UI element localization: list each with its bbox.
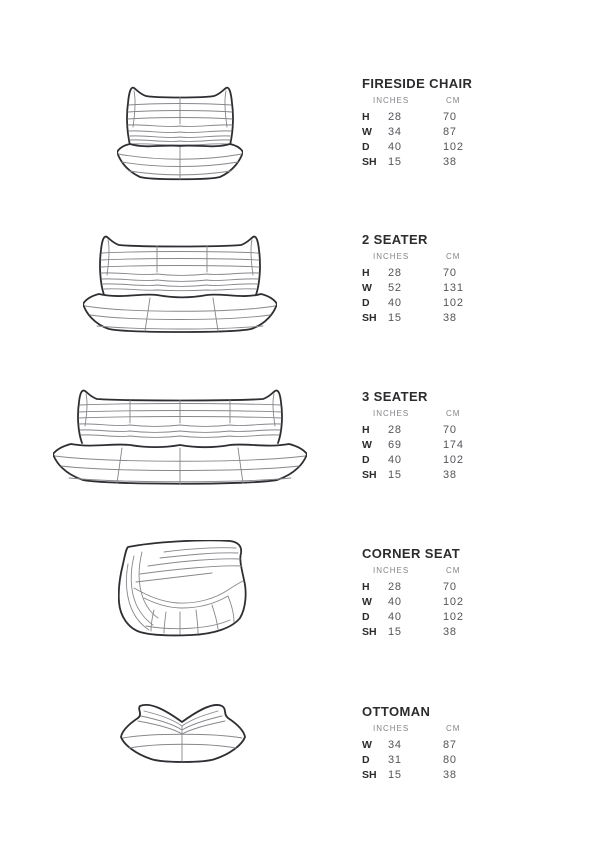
dim-inches: 15 [388,312,402,324]
dim-cm: 102 [443,596,464,608]
column-header-cm: CM [446,96,461,105]
dim-cm: 38 [443,626,457,638]
dim-inches: 40 [388,297,402,309]
spec-row [362,580,542,595]
dim-cm: 131 [443,282,464,294]
spec-row [362,610,542,625]
spec-table-3-seater [362,390,542,515]
dim-label: W [362,439,372,451]
dim-label: D [362,141,370,153]
dim-inches: 40 [388,454,402,466]
spec-row [362,125,542,140]
spec-table-fireside-chair [362,77,542,202]
dim-cm: 70 [443,581,457,593]
column-header-inches: INCHES [373,566,410,575]
dim-inches: 34 [388,739,402,751]
corner-seat-illustration [118,540,250,638]
spec-row [362,423,542,438]
dim-inches: 40 [388,141,402,153]
section-title: OTTOMAN [362,704,431,719]
dim-label: SH [362,156,377,168]
spec-row [362,625,542,640]
column-header-inches: INCHES [373,96,410,105]
dim-label: W [362,739,372,751]
dim-label: SH [362,469,377,481]
dim-inches: 69 [388,439,402,451]
dim-label: D [362,754,370,766]
section-title: CORNER SEAT [362,546,461,561]
column-header-cm: CM [446,409,461,418]
dim-cm: 70 [443,111,457,123]
dim-cm: 102 [443,454,464,466]
dim-label: W [362,596,372,608]
dim-inches: 15 [388,769,402,781]
spec-row [362,296,542,311]
dim-cm: 70 [443,424,457,436]
dim-inches: 28 [388,111,402,123]
dim-inches: 40 [388,596,402,608]
dim-label: D [362,297,370,309]
dim-cm: 102 [443,297,464,309]
column-header-cm: CM [446,252,461,261]
dim-inches: 31 [388,754,402,766]
dim-label: H [362,267,370,279]
spec-row [362,595,542,610]
three-seater-illustration [53,388,307,488]
dim-cm: 102 [443,611,464,623]
dim-cm: 87 [443,126,457,138]
section-fireside-chair [0,60,600,217]
two-seater-illustration [83,233,277,338]
spec-row [362,738,542,753]
spec-row [362,453,542,468]
dim-inches: 28 [388,581,402,593]
column-header-cm: CM [446,724,461,733]
section-corner-seat [0,530,600,687]
spec-row [362,468,542,483]
ottoman-illustration [118,703,248,765]
column-header-inches: INCHES [373,252,410,261]
dim-label: W [362,282,372,294]
dim-label: W [362,126,372,138]
section-title: 3 SEATER [362,389,428,404]
dim-cm: 102 [443,141,464,153]
spec-row [362,110,542,125]
dim-inches: 28 [388,267,402,279]
dim-cm: 38 [443,156,457,168]
dim-label: H [362,111,370,123]
dim-label: SH [362,626,377,638]
section-title: FIRESIDE CHAIR [362,76,473,91]
fireside-chair-illustration [117,83,243,185]
dim-inches: 34 [388,126,402,138]
dim-cm: 174 [443,439,464,451]
dim-cm: 80 [443,754,457,766]
dim-label: D [362,611,370,623]
dim-inches: 28 [388,424,402,436]
dim-inches: 15 [388,626,402,638]
spec-table-corner-seat [362,547,542,672]
dim-label: SH [362,312,377,324]
dim-label: H [362,424,370,436]
spec-row [362,438,542,453]
column-header-cm: CM [446,566,461,575]
dim-inches: 15 [388,156,402,168]
dim-cm: 38 [443,769,457,781]
spec-table-ottoman [362,705,542,830]
dim-cm: 87 [443,739,457,751]
spec-row [362,768,542,783]
dim-label: H [362,581,370,593]
dim-cm: 38 [443,469,457,481]
dim-cm: 38 [443,312,457,324]
column-header-inches: INCHES [373,409,410,418]
column-header-inches: INCHES [373,724,410,733]
section-ottoman [0,688,600,845]
dim-inches: 15 [388,469,402,481]
dim-label: SH [362,769,377,781]
dim-inches: 52 [388,282,402,294]
dim-label: D [362,454,370,466]
spec-row [362,155,542,170]
dim-inches: 40 [388,611,402,623]
section-3-seater [0,373,600,530]
spec-row [362,266,542,281]
spec-row [362,753,542,768]
section-2-seater [0,216,600,373]
section-title: 2 SEATER [362,232,428,247]
spec-row [362,281,542,296]
spec-row [362,140,542,155]
dim-cm: 70 [443,267,457,279]
spec-table-2-seater [362,233,542,358]
spec-row [362,311,542,326]
